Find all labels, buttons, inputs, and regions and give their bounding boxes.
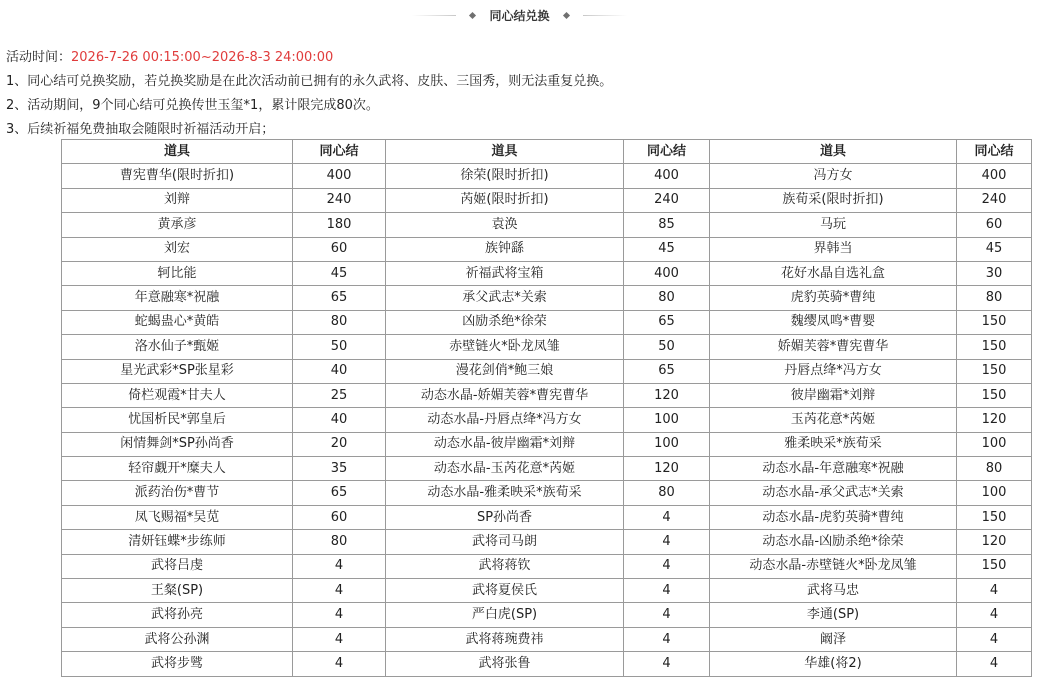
item-name-cell: 武将张鲁 <box>386 652 624 676</box>
table-row <box>62 603 1032 627</box>
item-name-cell: 族荀采(限时折扣) <box>710 188 957 212</box>
token-cost-cell: 150 <box>957 359 1032 383</box>
token-cost-cell: 80 <box>957 457 1032 481</box>
table-row <box>62 310 1032 334</box>
item-name-cell: 武将吕虔 <box>62 554 293 578</box>
item-name-cell: 马玩 <box>710 213 957 237</box>
token-cost-cell: 80 <box>957 286 1032 310</box>
token-cost-cell: 120 <box>957 530 1032 554</box>
token-cost-cell: 150 <box>957 505 1032 529</box>
table-row <box>62 627 1032 651</box>
item-name-cell: 轻帘觑开*糜夫人 <box>62 457 293 481</box>
item-name-cell: 彼岸幽霜*刘辩 <box>710 383 957 407</box>
item-name-cell: 王粲(SP) <box>62 579 293 603</box>
token-cost-cell: 100 <box>957 432 1032 456</box>
table-row <box>62 652 1032 676</box>
table-row <box>62 261 1032 285</box>
token-cost-cell: 120 <box>957 408 1032 432</box>
token-cost-cell: 45 <box>624 237 710 261</box>
token-cost-cell: 60 <box>957 213 1032 237</box>
item-name-cell: 动态水晶-承父武志*关索 <box>710 481 957 505</box>
token-cost-cell: 4 <box>293 554 386 578</box>
token-cost-cell: 4 <box>957 603 1032 627</box>
item-name-cell: 曹宪曹华(限时折扣) <box>62 164 293 188</box>
table-body <box>62 164 1032 676</box>
token-cost-cell: 4 <box>957 627 1032 651</box>
column-header-count: 同心结 <box>957 140 1032 164</box>
item-name-cell: 武将司马朗 <box>386 530 624 554</box>
item-name-cell: 李通(SP) <box>710 603 957 627</box>
item-name-cell: 忧国析民*郭皇后 <box>62 408 293 432</box>
token-cost-cell: 80 <box>293 310 386 334</box>
column-header-item: 道具 <box>710 140 957 164</box>
item-name-cell: 徐荣(限时折扣) <box>386 164 624 188</box>
item-name-cell: 年意融寒*祝融 <box>62 286 293 310</box>
token-cost-cell: 60 <box>293 505 386 529</box>
token-cost-cell: 240 <box>957 188 1032 212</box>
token-cost-cell: 400 <box>293 164 386 188</box>
token-cost-cell: 4 <box>624 627 710 651</box>
rule-line-2: 2、活动期间，9个同心结可兑换传世玉玺*1，累计限完成80次。 <box>6 98 379 113</box>
item-name-cell: 闲情舞剑*SP孙尚香 <box>62 432 293 456</box>
item-name-cell: 玉芮花意*芮姬 <box>710 408 957 432</box>
token-cost-cell: 180 <box>293 213 386 237</box>
item-name-cell: 动态水晶-玉芮花意*芮姬 <box>386 457 624 481</box>
exchange-table <box>61 139 1032 677</box>
token-cost-cell: 80 <box>624 481 710 505</box>
table-row <box>62 432 1032 456</box>
token-cost-cell: 4 <box>293 627 386 651</box>
token-cost-cell: 100 <box>624 432 710 456</box>
item-name-cell: 承父武志*关索 <box>386 286 624 310</box>
item-name-cell: 倚栏观霞*甘夫人 <box>62 383 293 407</box>
item-name-cell: 魏缨凤鸣*曹婴 <box>710 310 957 334</box>
token-cost-cell: 30 <box>957 261 1032 285</box>
item-name-cell: 界韩当 <box>710 237 957 261</box>
token-cost-cell: 65 <box>624 310 710 334</box>
token-cost-cell: 25 <box>293 383 386 407</box>
token-cost-cell: 50 <box>293 335 386 359</box>
diamond-right-icon <box>562 11 569 18</box>
item-name-cell: 祈福武将宝箱 <box>386 261 624 285</box>
rule-line-1: 1、同心结可兑换奖励，若兑换奖励是在此次活动前已拥有的永久武将、皮肤、三国秀，则无法重复兑换。 <box>6 74 613 89</box>
page-title: 同心结兑换 <box>489 8 550 23</box>
table-row <box>62 383 1032 407</box>
title-left-line <box>412 15 456 16</box>
title-right-line <box>583 15 627 16</box>
item-name-cell: 黄承彦 <box>62 213 293 237</box>
item-name-cell: 武将马忠 <box>710 579 957 603</box>
diamond-left-icon <box>469 11 476 18</box>
item-name-cell: 丹唇点绛*冯方女 <box>710 359 957 383</box>
item-name-cell: 动态水晶-年意融寒*祝融 <box>710 457 957 481</box>
item-name-cell: 娇媚芙蓉*曹宪曹华 <box>710 335 957 359</box>
item-name-cell: 华雄(将2) <box>710 652 957 676</box>
token-cost-cell: 4 <box>957 652 1032 676</box>
item-name-cell: 冯方女 <box>710 164 957 188</box>
item-name-cell: 轲比能 <box>62 261 293 285</box>
rule-line-3: 3、后续祈福免费抽取会随限时祈福活动开启； <box>6 122 275 137</box>
table-row <box>62 164 1032 188</box>
activity-time-value: 2026-7-26 00:15:00~2026-8-3 24:00:00 <box>71 50 334 65</box>
token-cost-cell: 400 <box>957 164 1032 188</box>
item-name-cell: 族钟繇 <box>386 237 624 261</box>
token-cost-cell: 150 <box>957 310 1032 334</box>
token-cost-cell: 50 <box>624 335 710 359</box>
item-name-cell: 赤壁链火*卧龙凤雏 <box>386 335 624 359</box>
table-row <box>62 481 1032 505</box>
item-name-cell: 凶励杀绝*徐荣 <box>386 310 624 334</box>
token-cost-cell: 150 <box>957 383 1032 407</box>
token-cost-cell: 20 <box>293 432 386 456</box>
column-header-item: 道具 <box>62 140 293 164</box>
token-cost-cell: 65 <box>293 286 386 310</box>
token-cost-cell: 150 <box>957 554 1032 578</box>
token-cost-cell: 4 <box>624 554 710 578</box>
item-name-cell: 武将步骘 <box>62 652 293 676</box>
table-row <box>62 530 1032 554</box>
table-row <box>62 213 1032 237</box>
item-name-cell: 袁涣 <box>386 213 624 237</box>
item-name-cell: 动态水晶-虎豹英骑*曹纯 <box>710 505 957 529</box>
item-name-cell: 芮姬(限时折扣) <box>386 188 624 212</box>
token-cost-cell: 4 <box>293 603 386 627</box>
item-name-cell: 动态水晶-娇媚芙蓉*曹宪曹华 <box>386 383 624 407</box>
token-cost-cell: 45 <box>957 237 1032 261</box>
column-header-count: 同心结 <box>624 140 710 164</box>
token-cost-cell: 4 <box>624 530 710 554</box>
item-name-cell: 阚泽 <box>710 627 957 651</box>
item-name-cell: 严白虎(SP) <box>386 603 624 627</box>
token-cost-cell: 4 <box>957 579 1032 603</box>
table-row <box>62 579 1032 603</box>
item-name-cell: 漫花剑俏*鲍三娘 <box>386 359 624 383</box>
token-cost-cell: 85 <box>624 213 710 237</box>
item-name-cell: 刘辩 <box>62 188 293 212</box>
table-row <box>62 188 1032 212</box>
token-cost-cell: 45 <box>293 261 386 285</box>
table-row <box>62 237 1032 261</box>
token-cost-cell: 40 <box>293 359 386 383</box>
token-cost-cell: 65 <box>624 359 710 383</box>
token-cost-cell: 4 <box>624 579 710 603</box>
token-cost-cell: 80 <box>293 530 386 554</box>
table-row <box>62 359 1032 383</box>
item-name-cell: 武将孙亮 <box>62 603 293 627</box>
item-name-cell: 武将夏侯氏 <box>386 579 624 603</box>
token-cost-cell: 240 <box>624 188 710 212</box>
token-cost-cell: 40 <box>293 408 386 432</box>
token-cost-cell: 80 <box>624 286 710 310</box>
token-cost-cell: 120 <box>624 383 710 407</box>
table-row <box>62 457 1032 481</box>
item-name-cell: 动态水晶-丹唇点绛*冯方女 <box>386 408 624 432</box>
column-header-count: 同心结 <box>293 140 386 164</box>
item-name-cell: SP孙尚香 <box>386 505 624 529</box>
token-cost-cell: 35 <box>293 457 386 481</box>
item-name-cell: 派药治伤*曹节 <box>62 481 293 505</box>
item-name-cell: 武将蒋钦 <box>386 554 624 578</box>
activity-time-line <box>6 46 1036 70</box>
token-cost-cell: 120 <box>624 457 710 481</box>
item-name-cell: 动态水晶-赤壁链火*卧龙凤雏 <box>710 554 957 578</box>
token-cost-cell: 60 <box>293 237 386 261</box>
table-row <box>62 505 1032 529</box>
item-name-cell: 星光武彩*SP张星彩 <box>62 359 293 383</box>
item-name-cell: 动态水晶-凶励杀绝*徐荣 <box>710 530 957 554</box>
item-name-cell: 蛇蝎蛊心*黄皓 <box>62 310 293 334</box>
token-cost-cell: 4 <box>293 652 386 676</box>
item-name-cell: 武将蒋琬费祎 <box>386 627 624 651</box>
table-row <box>62 554 1032 578</box>
page-title-bar <box>0 4 1039 26</box>
item-name-cell: 刘宏 <box>62 237 293 261</box>
item-name-cell: 动态水晶-彼岸幽霜*刘辩 <box>386 432 624 456</box>
token-cost-cell: 100 <box>624 408 710 432</box>
token-cost-cell: 100 <box>957 481 1032 505</box>
token-cost-cell: 65 <box>293 481 386 505</box>
token-cost-cell: 400 <box>624 164 710 188</box>
token-cost-cell: 4 <box>624 505 710 529</box>
column-header-item: 道具 <box>386 140 624 164</box>
activity-time-label: 活动时间： <box>6 50 72 65</box>
table-row <box>62 335 1032 359</box>
token-cost-cell: 4 <box>293 579 386 603</box>
token-cost-cell: 240 <box>293 188 386 212</box>
item-name-cell: 虎豹英骑*曹纯 <box>710 286 957 310</box>
token-cost-cell: 4 <box>624 603 710 627</box>
token-cost-cell: 400 <box>624 261 710 285</box>
item-name-cell: 动态水晶-雅柔映采*族荀采 <box>386 481 624 505</box>
item-name-cell: 雅柔映采*族荀采 <box>710 432 957 456</box>
table-row <box>62 286 1032 310</box>
item-name-cell: 花好水晶自选礼盒 <box>710 261 957 285</box>
table-row <box>62 408 1032 432</box>
activity-info <box>6 46 1036 142</box>
item-name-cell: 清妍钰蝶*步练师 <box>62 530 293 554</box>
token-cost-cell: 150 <box>957 335 1032 359</box>
item-name-cell: 武将公孙渊 <box>62 627 293 651</box>
item-name-cell: 凤飞赐福*吴苋 <box>62 505 293 529</box>
item-name-cell: 洛水仙子*甄姬 <box>62 335 293 359</box>
table-header-row <box>62 140 1032 164</box>
token-cost-cell: 4 <box>624 652 710 676</box>
